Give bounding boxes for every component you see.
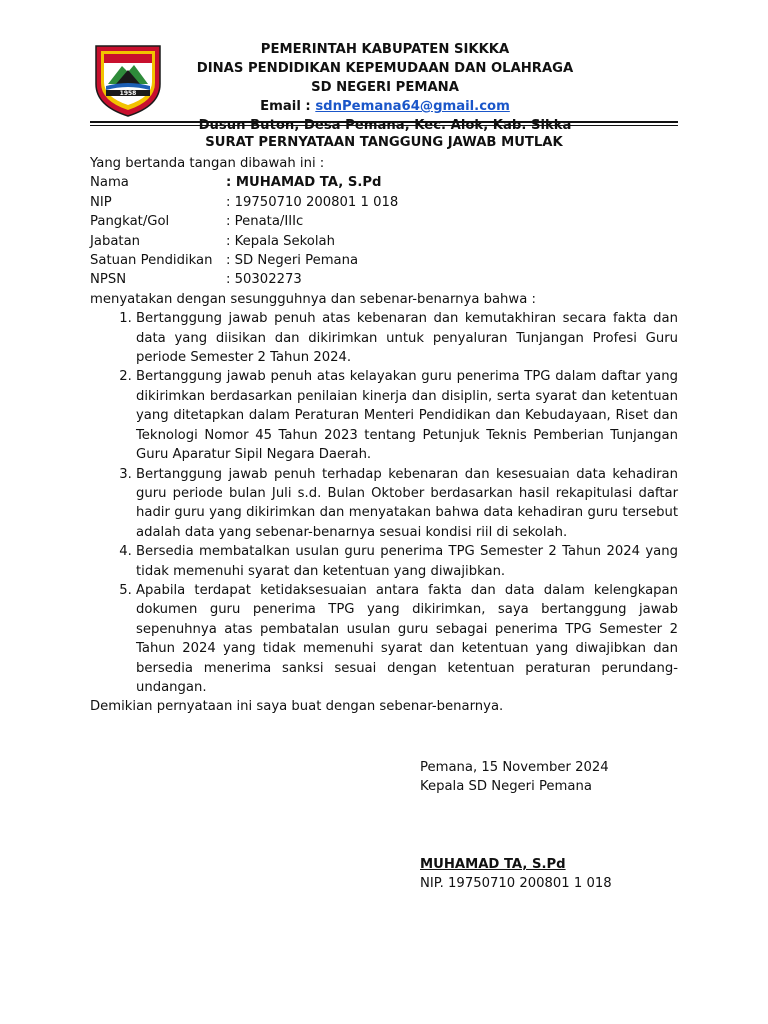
email-link[interactable]: sdnPemana64@gmail.com [315,99,510,114]
signatory-nip: NIP. 19750710 200801 1 018 [420,876,612,892]
closing-text: Demikian pernyataan ini saya buat dengan sebenar-benarnya. [90,699,504,715]
identity-row-school [90,251,398,270]
statement-intro: menyatakan dengan sesungguhnya dan sebenar-benarnya bahwa : [90,291,536,307]
identity-label: Satuan Pendidikan [90,253,213,269]
email-label: Email : [260,99,311,114]
signature-block [420,758,612,894]
statement-point: 2. Bertanggung jawab penuh atas kelayakan guru penerima TPG dalam daftar yang dikirimkan berdasarkan penilaian kinerja dan disiplin, serta syarat dan ketentuan yang ditetapkan dalam Peraturan Menteri Pendidikan dan Kebudayaan, Riset dan Teknologi Nomor 45 Tahun 2023 tentang Petunjuk Teknis Pemberian Tunjangan Guru Aparatur Sipil Negara Daerah. [136,367,678,464]
letterhead-government: PEMERINTAH KABUPATEN SIKKKA [260,42,510,57]
identity-table [90,173,398,289]
letterhead-email [170,97,600,116]
identity-row-rank [90,212,398,231]
identity-label: Jabatan [90,233,141,249]
statement-point: 3. Bertanggung jawab penuh terhadap kebenaran dan kesesuaian data kehadiran guru periode bulan Juli s.d. Bulan Oktober berdasarkan hasil rekapitulasi daftar hadir guru yang dikirimkan dan menyatakan bahwa data kehadiran guru tersebut adalah data yang sebenar-benarnya sesuai kondisi riil di sekolah. [136,465,678,543]
identity-value: : 19750710 200801 1 018 [226,194,399,210]
signatory-position: Kepala SD Negeri Pemana [420,779,592,795]
identity-value: : SD Negeri Pemana [226,253,359,269]
statement-point: 5. Apabila terdapat ketidaksesuaian antara fakta dan data dalam kelengkapan dokumen guru penerima TPG yang dikirimkan, saya bertanggung jawab sepenuhnya atas pembatalan usulan guru sebagai penerima TPG Semester 2 Tahun 2024 yang tidak memenuhi syarat dan ketentuan yang diwajibkan dan bersedia menerima sanksi sesuai dengan ketentuan peraturan perundang-undangan. [136,581,678,697]
statement-points [90,309,678,697]
letterhead-school: SD NEGERI PEMANA [311,80,459,95]
identity-label: Nama [90,175,129,191]
place-date: Pemana, 15 November 2024 [420,760,609,775]
identity-row-nip [90,193,398,212]
identity-row-name [90,173,398,192]
kabupaten-sikka-logo [92,40,164,118]
identity-label: NIP [90,194,112,210]
logo-year: 1958 [119,90,137,97]
identity-row-position [90,232,398,251]
identity-label: NPSN [90,272,127,288]
signatory-name: MUHAMAD TA, S.Pd [420,856,566,872]
letterhead-divider-thin [90,125,678,126]
statement-point: 1. Bertanggung jawab penuh atas kebenaran dan kemutakhiran secara fakta dan data yang diisikan dan dikirimkan untuk penyaluran Tunjangan Profesi Guru periode Semester 2 Tahun 2024. [136,309,678,367]
letterhead-address: Dusun Buton, Desa Pemana, Kec. Alok, Kab. Sikka [198,118,572,133]
letterhead-department: DINAS PENDIDIKAN KEPEMUDAAN DAN OLAHRAGA [196,61,574,76]
identity-value: : MUHAMAD TA, S.Pd [226,175,382,191]
identity-row-npsn [90,270,398,289]
statement-point: 4. Bersedia membatalkan usulan guru penerima TPG Semester 2 Tahun 2024 yang tidak memenuhi syarat dan ketentuan yang diwajibkan. [136,542,678,581]
intro-text: Yang bertanda tangan dibawah ini : [90,156,325,171]
document-title: SURAT PERNYATAAN TANGGUNG JAWAB MUTLAK [205,135,563,150]
identity-value: : Penata/IIIc [226,214,304,230]
document-body [90,154,678,717]
identity-value: : Kepala Sekolah [226,233,335,249]
identity-value: : 50302273 [226,272,302,288]
identity-label: Pangkat/Gol [90,214,170,230]
signature-space [420,797,612,855]
letterhead-divider [90,121,678,123]
